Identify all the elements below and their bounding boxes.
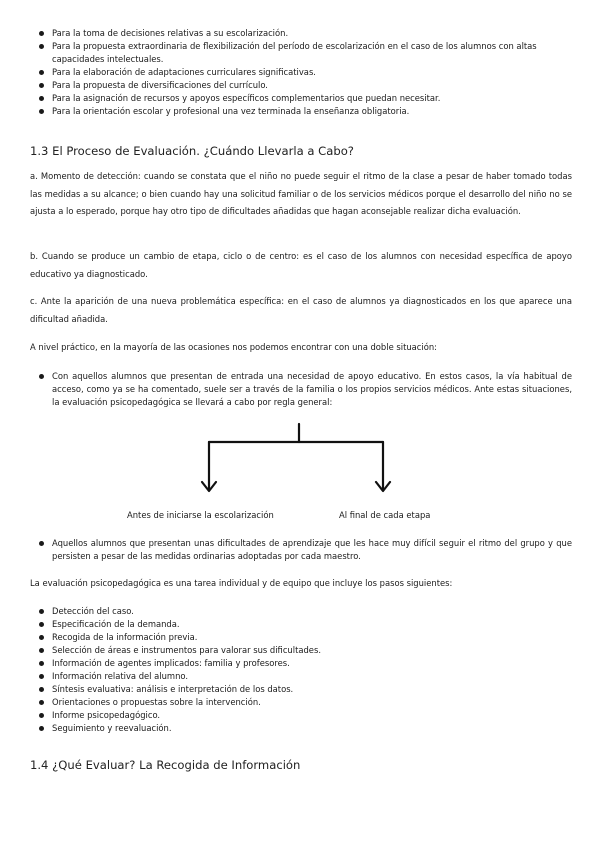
para-nivel-block [30, 339, 572, 357]
steps-list-block [30, 605, 572, 735]
bullet-entrada-block [30, 370, 572, 409]
diagram-right-label: Al final de cada etapa [339, 510, 431, 520]
para-pasos-block [30, 575, 572, 593]
steps-bullet-list [30, 605, 572, 735]
paragraph-a: a. Momento de detección: cuando se constata que el niño no puede seguir el ritmo de la clase a pesar de haber tomado todas las medidas a su alcance; o bien cuando hay una solicitud familiar o de los servicios médicos porque el desarrollo del niño no se ajusta a lo esperado, porque hay otro tipo de dificultades añadidas que hagan aconsejable realizar dicha evaluación. [30, 171, 572, 216]
paragraph-nivel-practico: A nivel práctico, en la mayoría de las ocasiones nos podemos encontrar con una doble situación: [30, 342, 437, 352]
list-item: Para la asignación de recursos y apoyos específicos complementarios que puedan necesitar. [30, 92, 572, 105]
step-item: Síntesis evaluativa: análisis e interpretación de los datos. [30, 683, 572, 696]
step-item: Orientaciones o propuestas sobre la intervención. [30, 696, 572, 709]
bullet-list-aprendizaje [30, 537, 572, 563]
diagram-arrows [0, 420, 600, 530]
step-item: Seguimiento y reevaluación. [30, 722, 572, 735]
paragraph-pasos: La evaluación psicopedagógica es una tarea individual y de equipo que incluye los pasos siguientes: [30, 578, 453, 588]
list-item: Para la elaboración de adaptaciones curriculares significativas. [30, 66, 572, 79]
list-item: Para la propuesta de diversificaciones del currículo. [30, 79, 572, 92]
top-list-block [30, 27, 572, 118]
list-item: Para la propuesta extraordinaria de flexibilización del período de escolarización en el caso de los alumnos con altas capacidades intelectuales. [30, 40, 572, 66]
section-13-heading: 1.3 El Proceso de Evaluación. ¿Cuándo Llevarla a Cabo? [30, 144, 354, 158]
step-item: Detección del caso. [30, 605, 572, 618]
step-item: Especificación de la demanda. [30, 618, 572, 631]
top-bullet-list [30, 27, 572, 118]
step-item: Informe psicopedagógico. [30, 709, 572, 722]
section-13-header [30, 143, 572, 159]
step-item: Información relativa del alumno. [30, 670, 572, 683]
bullet-entrada: Con aquellos alumnos que presentan de entrada una necesidad de apoyo educativo. En estos casos, la vía habitual de acceso, como ya se ha comentado, suele ser a través de la familia o los propios servicios médicos. Ante estas situaciones, la evaluación psicopedagógica se llevará a cabo por regla general: [30, 370, 572, 409]
bullet-list-entrada [30, 370, 572, 409]
step-item: Recogida de la información previa. [30, 631, 572, 644]
para-a-block [30, 168, 572, 221]
step-item: Información de agentes implicados: familia y profesores. [30, 657, 572, 670]
list-item: Para la toma de decisiones relativas a su escolarización. [30, 27, 572, 40]
step-item: Selección de áreas e instrumentos para valorar sus dificultades. [30, 644, 572, 657]
diagram-left-label: Antes de iniciarse la escolarización [127, 510, 274, 520]
para-b-block [30, 248, 572, 283]
evaluation-timing-diagram [0, 420, 600, 530]
paragraph-c: c. Ante la aparición de una nueva problemática específica: en el caso de alumnos ya diagnosticados en los que aparece una dificultad añadida. [30, 296, 572, 324]
list-item: Para la orientación escolar y profesional una vez terminada la enseñanza obligatoria. [30, 105, 572, 118]
bullet-aprendizaje-block [30, 537, 572, 563]
section-14-header [30, 757, 572, 773]
paragraph-b: b. Cuando se produce un cambio de etapa, ciclo o de centro: es el caso de los alumnos con necesidad específica de apoyo educativo ya diagnosticado. [30, 251, 572, 279]
bullet-aprendizaje: Aquellos alumnos que presentan unas dificultades de aprendizaje que les hace muy difícil seguir el ritmo del grupo y que persisten a pesar de las medidas ordinarias adoptadas por cada maestro. [30, 537, 572, 563]
para-c-block [30, 293, 572, 328]
section-14-heading: 1.4 ¿Qué Evaluar? La Recogida de Información [30, 758, 301, 772]
